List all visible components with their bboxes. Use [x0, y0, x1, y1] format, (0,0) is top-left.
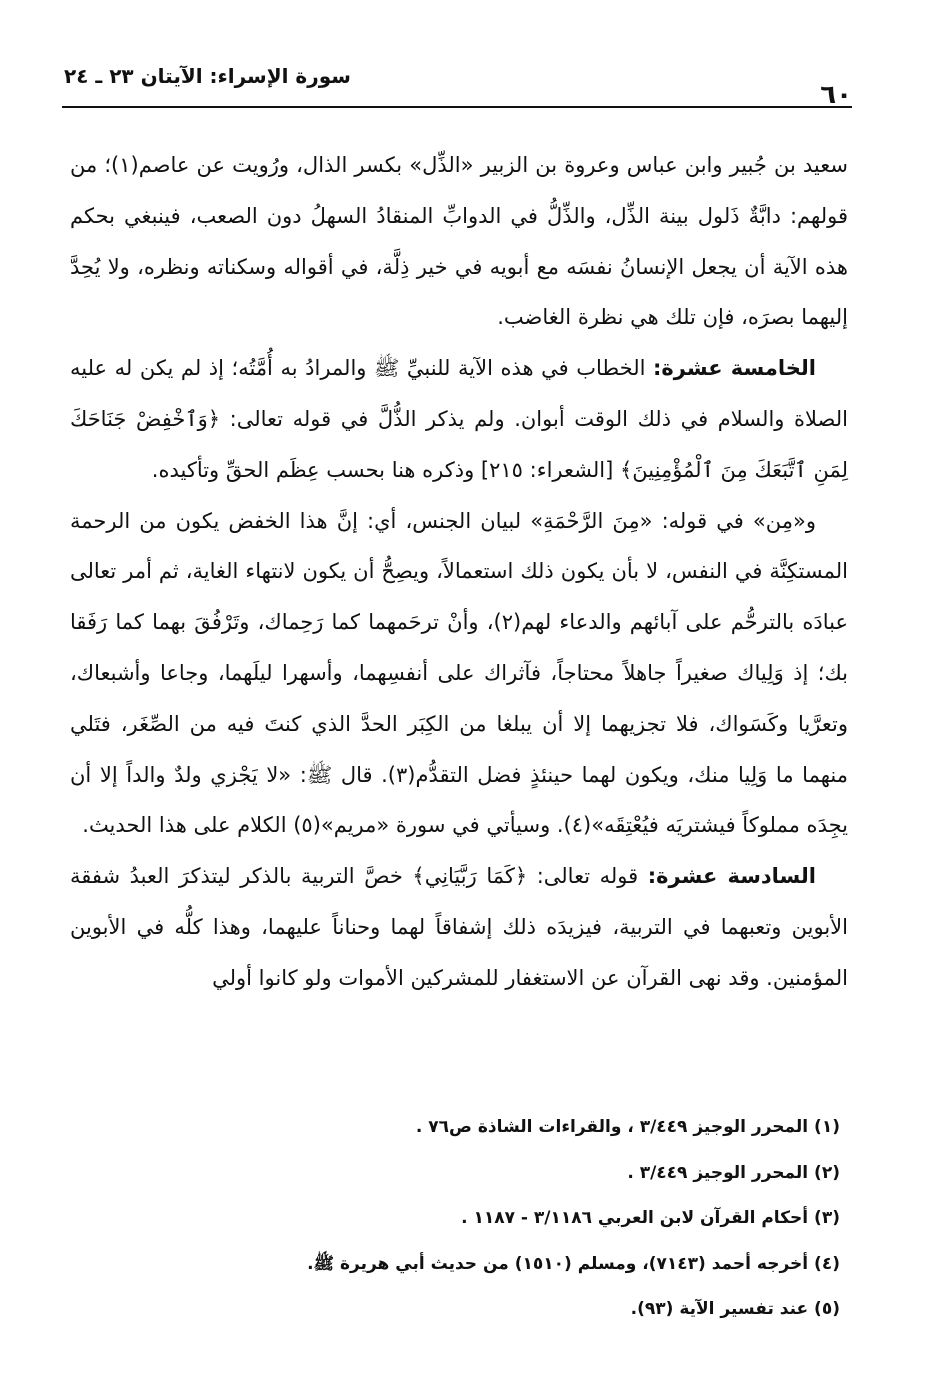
footnote-1: (١) المحرر الوجيز ٣/٤٤٩ ، والقراءات الشاذة ص٧٦ . [415, 1117, 840, 1137]
page-header [62, 58, 852, 108]
section-heading-16: السادسة عشرة: [647, 864, 816, 889]
paragraph-3 [70, 496, 848, 852]
footnote-3: (٣) أحكام القرآن لابن العربي ٣/١١٨٦ - ١١٨٧ . [461, 1208, 840, 1228]
footnote-4: (٤) أخرجه أحمد (٧١٤٣)، ومسلم (١٥١٠) من حديث أبي هريرة ﷺ. [307, 1253, 840, 1274]
main-text [70, 140, 848, 1004]
running-title: سورة الإسراء: الآيتان ٢٣ ـ ٢٤ [64, 64, 351, 88]
section-heading-15: الخامسة عشرة: [653, 356, 816, 381]
footnote-5: (٥) عند تفسير الآية (٩٣). [630, 1299, 840, 1319]
paragraph-text: قوله تعالى: ﴿كَمَا رَبَّيَانِي﴾ خصَّ التربية بالذكر ليتذكرَ العبدُ شفقة الأبوين وتعبهما في التربية، فيزيدَه ذلك إشفاقاً لهما وحناناً عليهما، وهذا كلُّه في الأبوين المؤمنين. وقد نهى القرآن عن الاستغفار للمشركين الأموات ولو كانوا أولي [70, 864, 848, 990]
paragraph-4 [70, 851, 848, 1003]
paragraph-1 [70, 140, 848, 343]
paragraph-text: و«مِن» في قوله: «مِنَ الرَّحْمَةِ» لبيان الجنس، أي: إنَّ هذا الخفض يكون من الرحمة المستكِنَّة في النفس، لا بأن يكون ذلك استعمالاً، ويصِحُّ أن يكون لانتهاء الغاية، ثم أمر تعالى عبادَه بالترحُّم على آبائهم والدعاء لهم(٢)، وأنْ ترحَمهما كما رَحِماك، وتَرْفُقَ بهما كما رَفَقا بك؛ إذ وَلِياك صغيراً جاهلاً محتاجاً، فآثراك على أنفسِهما، وأسهرا ليلَهما، وجاعا وأشبعاك، وتعرَّيا وكَسَواك، فلا تجزيهما إلا أن يبلغا من الكِبَر الحدَّ الذي كنتَ فيه من الصِّغَر، فتَلي منهما ما وَلِيا منك، ويكون لهما حينئذٍ فضل التقدُّم(٣). قال ﷺ: «لا يَجْزي ولدٌ والداً إلا أن يجِدَه مملوكاً فيشتريَه فيُعْتِقَه»(٤). وسيأتي في سورة «مريم»(٥) الكلام على هذا الحديث. [70, 508, 849, 838]
header-rule [62, 106, 852, 108]
paragraph-2 [70, 343, 848, 495]
footnote-2: (٢) المحرر الوجيز ٣/٤٤٩ . [627, 1162, 840, 1183]
page-number: ٦٠ [820, 80, 852, 110]
paragraph-text: الخطاب في هذه الآية للنبيِّ ﷺ والمرادُ به أُمَّتُه؛ إذ لم يكن له عليه الصلاة والسلام في ذلك الوقت أبوان. ولم يذكر الذُّلَّ في قوله تعالى: ﴿وَٱخْفِضْ جَنَاحَكَ لِمَنِ ٱتَّبَعَكَ مِنَ ٱلْمُؤْمِنِينَ﴾ [الشعراء: ٢١٥] وذكره هنا بحسب عِظَم الحقِّ وتأكيده. [70, 356, 848, 482]
paragraph-text: سعيد بن جُبير وابن عباس وعروة بن الزبير «الذِّل» بكسر الذال، ورُويت عن عاصم(١)؛ من قولهم: دابَّةٌ ذَلول بينة الذِّل، والذِّلُّ في الدوابِّ المنقادُ السهلُ دون الصعب، فينبغي بحكم هذه الآية أن يجعل الإنسانُ نفسَه مع أبويه في خير ذِلَّة، في أقواله وسكناته ونظره، ولا يُحِدَّ إليهما بصرَه، فإن تلك هي نظرة الغاضب. [70, 153, 848, 330]
footnotes [280, 1105, 840, 1333]
